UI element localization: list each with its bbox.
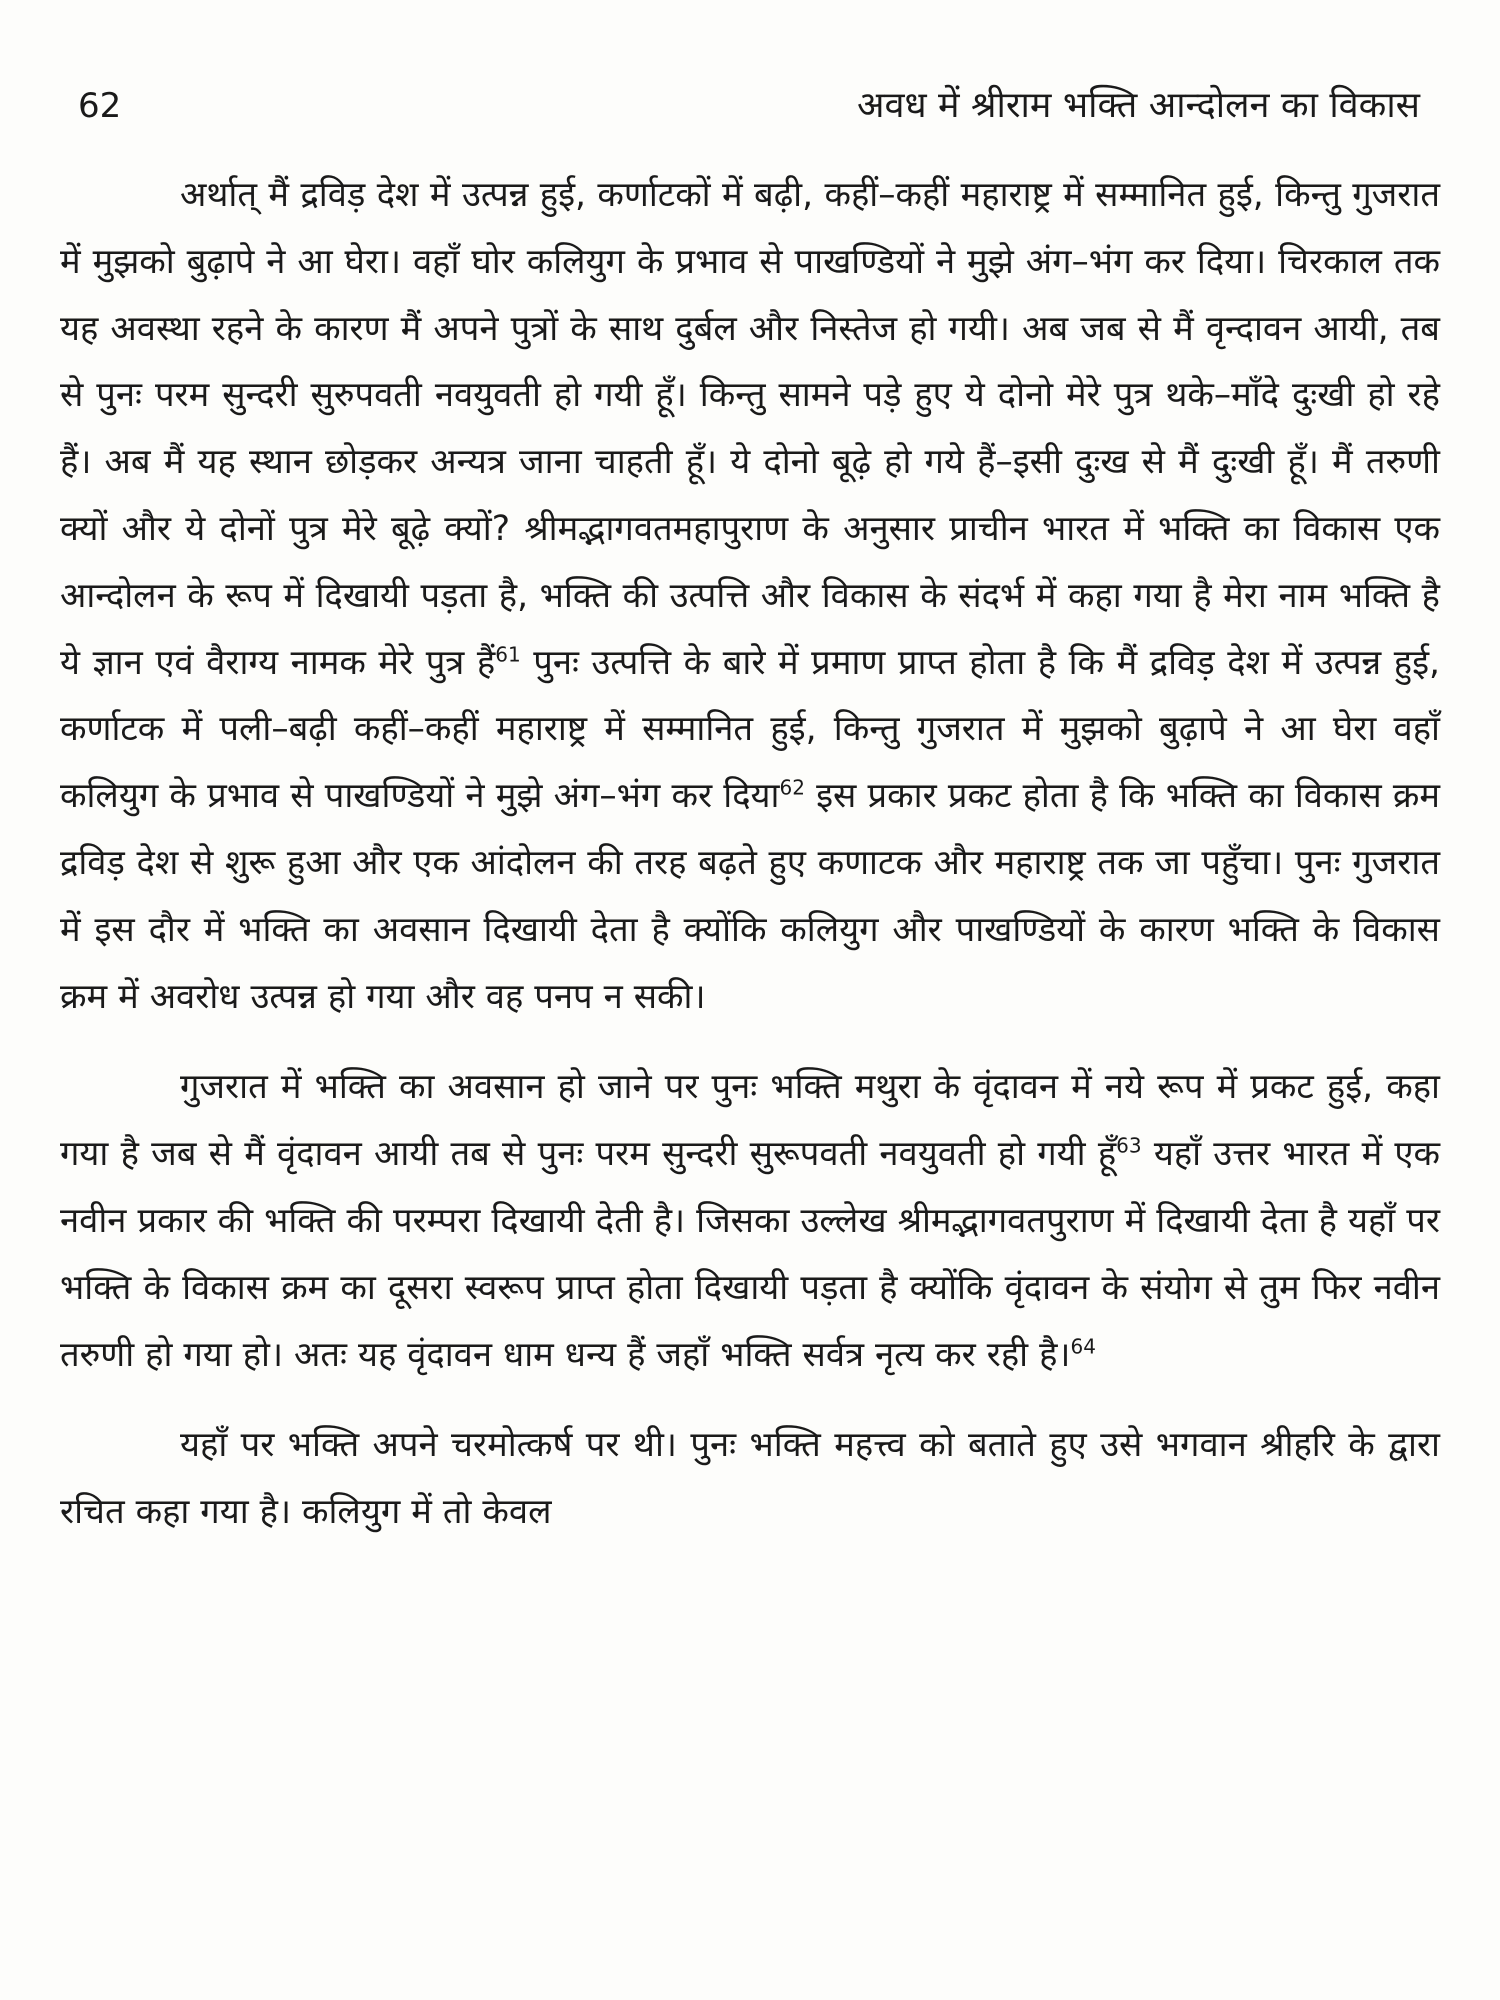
paragraph-1 (60, 162, 1440, 1030)
paragraph-1-text-c: इस प्रकार प्रकट होता है कि भक्ति का विकास क्रम द्रविड़ देश से शुरू हुआ और एक आंदोलन की तरह बढ़ते हुए कणाटक और महाराष्ट्र तक जा पहुँचा। पुनः गुजरात में इस दौर में भक्ति का अवसान दिखायी देता है क्योंकि कलियुग और पाखण्डियों के कारण भक्ति के विकास क्रम में अवरोध उत्पन्न हो गया और वह पनप न सकी। (60, 776, 1440, 1017)
paragraph-1-text-a: अर्थात् मैं द्रविड़ देश में उत्पन्न हुई, कर्णाटकों में बढ़ी, कहीं–कहीं महाराष्ट्र में सम्मानित हुई, किन्तु गुजरात में मुझको बुढ़ापे ने आ घेरा। वहाँ घोर कलियुग के प्रभाव से पाखण्डियों ने मुझे अंग–भंग कर दिया। चिरकाल तक यह अवस्था रहने के कारण मैं अपने पुत्रों के साथ दुर्बल और निस्तेज हो गयी। अब जब से मैं वृन्दावन आयी, तब से पुनः परम सुन्दरी सुरुपवती नवयुवती हो गयी हूँ। किन्तु सामने पड़े हुए ये दोनो मेरे पुत्र थके–माँदे दुःखी हो रहे हैं। अब मैं यह स्थान छोड़कर अन्यत्र जाना चाहती हूँ। ये दोनो बूढ़े हो गये हैं–इसी दुःख से मैं दुःखी हूँ। मैं तरुणी क्यों और ये दोनों पुत्र मेरे बूढ़े क्यों? श्रीमद्भागवतमहापुराण के अनुसार प्राचीन भारत में भक्ति का विकास एक आन्दोलन के रूप में दिखायी पड़ता है, भक्ति की उत्पत्ति और विकास के संदर्भ में कहा गया है मेरा नाम भक्ति है ये ज्ञान एवं वैराग्य नामक मेरे पुत्र हैं (60, 175, 1440, 683)
running-title: अवध में श्रीराम भक्ति आन्दोलन का विकास (856, 85, 1420, 126)
page-number: 62 (78, 86, 122, 126)
footnote-ref-64: 64 (1070, 1334, 1096, 1359)
footnote-ref-63: 63 (1116, 1133, 1142, 1158)
body-text (60, 162, 1440, 1546)
paragraph-3 (60, 1412, 1440, 1546)
page-header (78, 78, 1420, 134)
paragraph-2-text-b: यहाँ उत्तर भारत में एक नवीन प्रकार की भक्ति की परम्परा दिखायी देती है। जिसका उल्लेख श्रीमद्भागवतपुराण में दिखायी देता है यहाँ पर भक्ति के विकास क्रम का दूसरा स्वरूप प्राप्त होता दिखायी पड़ता है क्योंकि वृंदावन के संयोग से तुम फिर नवीन तरुणी हो गया हो। अतः यह वृंदावन धाम धन्य हैं जहाँ भक्ति सर्वत्र नृत्य कर रही है। (60, 1134, 1441, 1375)
paragraph-2-text-a: गुजरात में भक्ति का अवसान हो जाने पर पुनः भक्ति मथुरा के वृंदावन में नये रूप में प्रकट हुई, कहा गया है जब से मैं वृंदावन आयी तब से पुनः परम सुन्दरी सुरूपवती नवयुवती हो गयी हूँ (60, 1067, 1440, 1175)
paragraph-3-text: यहाँ पर भक्ति अपने चरमोत्कर्ष पर थी। पुनः भक्ति महत्त्व को बताते हुए उसे भगवान श्रीहरि के द्वारा रचित कहा गया है। कलियुग में तो केवल (60, 1425, 1440, 1533)
paragraph-2 (60, 1054, 1440, 1388)
footnote-ref-62: 62 (779, 775, 805, 800)
paragraph-1-text-b: पुनः उत्पत्ति के बारे में प्रमाण प्राप्त होता है कि मैं द्रविड़ देश में उत्पन्न हुई, कर्णाटक में पली–बढ़ी कहीं–कहीं महाराष्ट्र में सम्मानित हुई, किन्तु गुजरात में मुझको बुढ़ापे ने आ घेरा वहाँ कलियुग के प्रभाव से पाखण्डियों ने मुझे अंग–भंग कर दिया (60, 642, 1440, 817)
footnote-ref-61: 61 (495, 642, 521, 667)
